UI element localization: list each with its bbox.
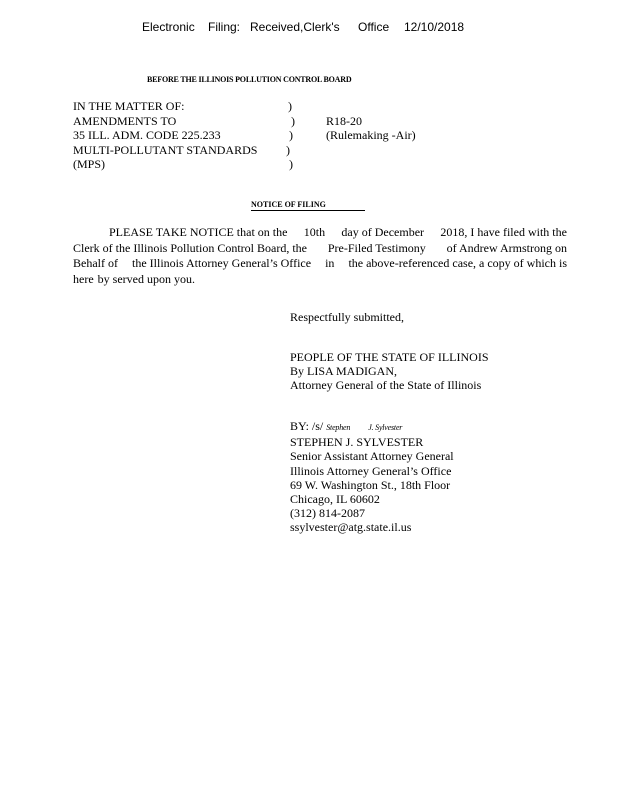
stamp-electronic: Electronic <box>142 20 195 34</box>
attorney-name: STEPHEN J. SYLVESTER <box>290 435 424 450</box>
caption-left-text: AMENDMENTS TO <box>73 113 177 128</box>
body-line <box>73 256 567 272</box>
body-line <box>73 241 567 257</box>
body-text-segment: Clerk of the Illinois Pollution Control Board, the <box>73 240 307 255</box>
caption-left-text: IN THE MATTER OF: <box>73 99 185 113</box>
body-text-segment: Behalf of <box>73 256 118 270</box>
title-underline <box>251 210 365 211</box>
docket-type: (Rulemaking -Air) <box>326 128 416 143</box>
body-text-segment: the above-referenced case, a copy of which is <box>348 256 567 270</box>
electronic-filing-stamp <box>142 20 464 34</box>
signature-last-name: J. Sylvester <box>368 423 403 432</box>
attorney-office: Illinois Attorney General’s Office <box>290 463 452 478</box>
notice-body <box>73 225 567 287</box>
by-attorney-general: By LISA MADIGAN, <box>290 364 398 379</box>
docket-number: R18-20 <box>326 113 362 128</box>
board-heading: BEFORE THE ILLINOIS POLLUTION CONTROL BOARD <box>147 75 352 84</box>
body-text-segment: 10th <box>303 225 326 239</box>
caption-paren: ) <box>286 142 290 157</box>
party-name: PEOPLE OF THE STATE OF ILLINOIS <box>290 350 489 364</box>
signature-first-name: Stephen <box>326 423 351 432</box>
body-line <box>73 272 567 288</box>
email-address: ssylvester@atg.state.il.us <box>290 520 412 535</box>
body-text-segment: the Illinois Attorney General’s Office <box>132 256 312 270</box>
caption-paren: ) <box>291 113 295 128</box>
caption-paren: ) <box>288 99 292 113</box>
stamp-date: 12/10/2018 <box>404 20 465 34</box>
caption-left-text: 35 ILL. ADM. CODE 225.233 <box>73 128 221 143</box>
notice-of-filing-title: NOTICE OF FILING <box>251 200 326 209</box>
caption-left-text: MULTI-POLLUTANT STANDARDS <box>73 142 258 157</box>
body-text-segment: of Andrew Armstrong on <box>446 240 567 255</box>
phone-number: (312) 814-2087 <box>290 506 365 521</box>
body-line <box>73 225 567 241</box>
street-address: 69 W. Washington St., 18th Floor <box>290 477 451 492</box>
electronic-signature-line <box>290 419 454 435</box>
attorney-general-title: Attorney General of the State of Illinois <box>290 378 482 393</box>
signature-block-people <box>290 350 489 393</box>
body-text-segment: 2018, I have filed with the <box>440 225 567 239</box>
stamp-filing: Filing: <box>208 20 241 34</box>
signature-block-attorney <box>290 419 454 535</box>
stamp-received: Received,Clerk's <box>250 20 340 34</box>
body-text-segment: Pre-Filed Testimony <box>327 240 426 255</box>
electronic-signature <box>326 423 402 432</box>
body-text-segment: PLEASE TAKE NOTICE that on the <box>109 225 288 239</box>
body-text-segment: by served upon you. <box>97 271 195 286</box>
closing: Respectfully submitted, <box>290 310 404 324</box>
by-label: BY: /s/ <box>290 419 324 433</box>
body-text-segment: here <box>73 271 94 286</box>
body-text-segment: in <box>325 256 335 270</box>
caption-paren: ) <box>289 157 293 172</box>
caption-paren: ) <box>289 128 293 143</box>
attorney-title: Senior Assistant Attorney General <box>290 449 454 464</box>
city-state-zip: Chicago, IL 60602 <box>290 492 380 507</box>
stamp-office: Office <box>358 20 390 34</box>
caption-left-text: (MPS) <box>73 157 106 172</box>
body-text-segment: day of December <box>341 225 425 239</box>
